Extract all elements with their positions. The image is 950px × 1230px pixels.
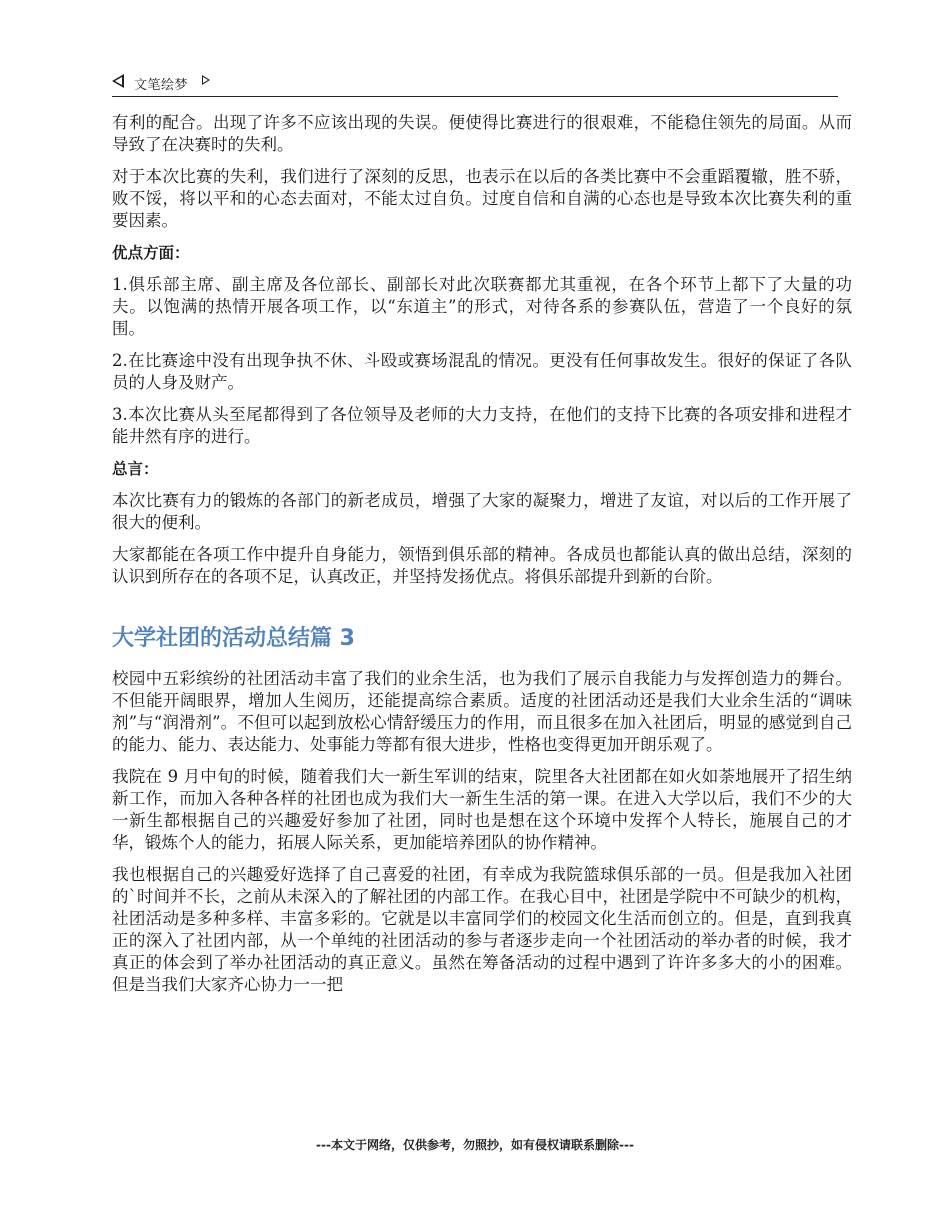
section-title: 大学社团的活动总结篇 3	[112, 626, 355, 651]
brand-name: 文笔绘梦	[134, 78, 189, 93]
advantage-item-2: 2.在比赛途中没有出现争执不休、斗殴或赛场混乱的情况。更没有任何事故发生。很好的保证了各队员的人身及财产。	[112, 351, 852, 392]
advantage-item-1: 1.俱乐部主席、副主席及各位部长、副部长对此次联赛都尤其重视，在各个环节上都下了大量的功夫。以饱满的热情开展各项工作，以“东道主”的形式，对待各系的参赛队伍，营造了一个良好的氛围。	[112, 275, 852, 338]
section-paragraph-1: 校园中五彩缤纷的社团活动丰富了我们的业余生活，也为我们了展示自我能力与发挥创造力的舞台。不但能开阔眼界，增加人生阅历，还能提高综合素质。适度的社团活动还是我们大业余生活的“调味剂”与“润滑剂”。不但可以起到放松心情舒缓压力的作用，而且很多在加入社团后，明显的感觉到自己的能力、能力、表达能力、处事能力等都有很大进步，性格也变得更加开朗乐观了。	[112, 669, 852, 754]
page-footer: ---本文于网络，仅供参考，勿照抄，如有侵权请联系删除---	[316, 1138, 634, 1152]
summary-heading: 总言：	[112, 460, 159, 478]
page-header	[112, 70, 838, 97]
section-paragraph-2: 我院在 9 月中旬的时候，随着我们大一新生军训的结束，院里各大社团都在如火如荼地展开了招生纳新工作，而加入各种各样的社团也成为我们大一新生生活的第一课。在进入大学以后，我们不少的大一新生都根据自己的兴趣爱好参加了社团，同时也是想在这个环境中发挥个人特长，施展自己的才华，锻炼个人的能力，拓展人际关系，更加能培养团队的协作精神。	[112, 767, 852, 852]
advantages-heading: 优点方面：	[112, 244, 190, 262]
document-body	[112, 112, 852, 1006]
left-triangle-icon	[112, 74, 124, 88]
right-triangle-icon	[202, 75, 210, 85]
summary-paragraph-2: 大家都能在各项工作中提升自身能力，领悟到俱乐部的精神。各成员也都能认真的做出总结，深刻的认识到所存在的各项不足，认真改正，并坚持发扬优点。将俱乐部提升到新的台阶。	[112, 545, 852, 586]
paragraph: 对于本次比赛的失利，我们进行了深刻的反思，也表示在以后的各类比赛中不会重蹈覆辙，胜不骄，败不馁，将以平和的心态去面对，不能太过自负。过度自信和自满的心态也是导致本次比赛失利的重要因素。	[112, 167, 852, 230]
paragraph: 有利的配合。出现了许多不应该出现的失误。便使得比赛进行的很艰难，不能稳住领先的局面。从而导致了在决赛时的失利。	[112, 113, 852, 154]
summary-paragraph-1: 本次比赛有力的锻炼的各部门的新老成员，增强了大家的凝聚力，增进了友谊，对以后的工作开展了很大的便利。	[112, 491, 852, 532]
section-paragraph-3: 我也根据自己的兴趣爱好选择了自己喜爱的社团，有幸成为我院篮球俱乐部的一员。但是我加入社团的`时间并不长，之前从未深入的了解社团的内部工作。在我心目中，社团是学院中不可缺少的机构，社团活动是多种多样、丰富多彩的。它就是以丰富同学们的校园文化生活而创立的。但是，直到我真正的深入了社团内部，从一个单纯的社团活动的参与者逐步走向一个社团活动的举办者的时候，我才真正的体会到了举办社团活动的真正意义。虽然在筹备活动的过程中遇到了许许多多大的小的困难。但是当我们大家齐心协力一一把	[112, 865, 852, 994]
advantage-item-3: 3.本次比赛从头至尾都得到了各位领导及老师的大力支持，在他们的支持下比赛的各项安排和进程才能井然有序的进行。	[112, 405, 852, 446]
